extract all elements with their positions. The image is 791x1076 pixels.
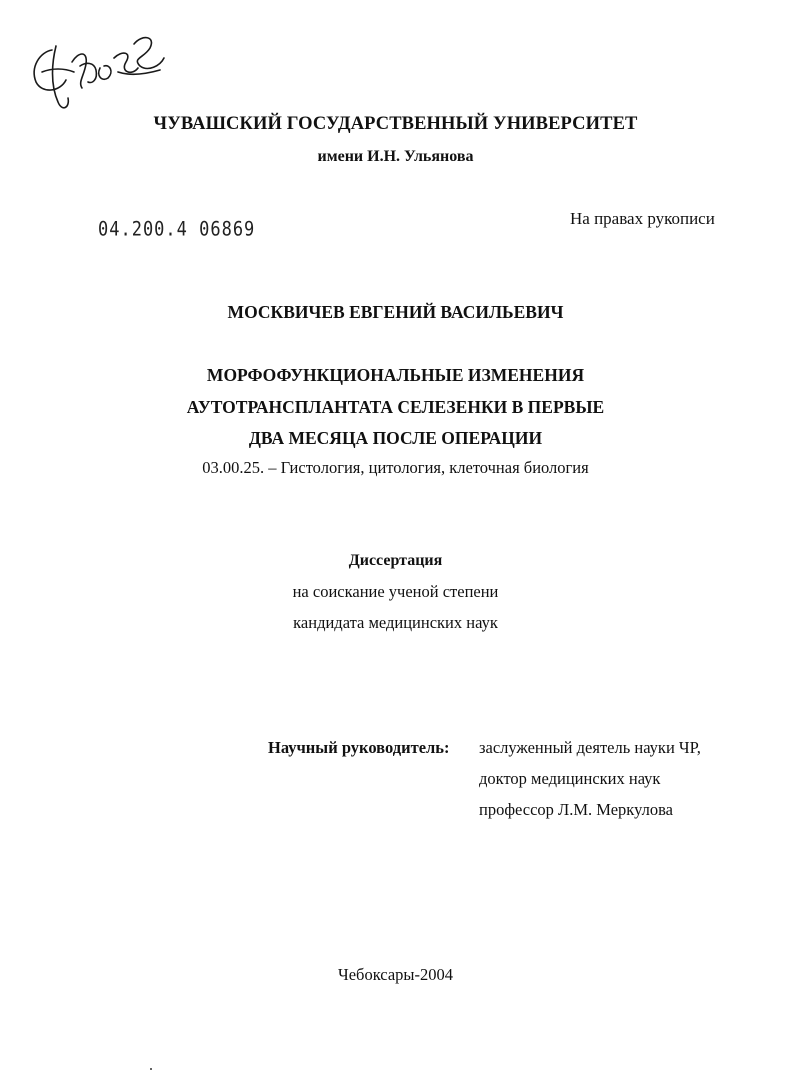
university-name: имени И.Н. Ульянова [317, 148, 474, 165]
supervisor-detail: доктор медицинских наук [479, 769, 661, 788]
supervisor-label: Научный руководитель: [268, 738, 450, 757]
thesis-title-line: ДВА МЕСЯЦА ПОСЛЕ ОПЕРАЦИИ [248, 428, 543, 448]
handwritten-signature-icon [22, 22, 172, 117]
degree-line: кандидата медицинских наук [293, 613, 498, 632]
rights-note: На правах рукописи [570, 209, 715, 228]
author-name: МОСКВИЧЕВ ЕВГЕНИЙ ВАСИЛЬЕВИЧ [227, 302, 564, 322]
thesis-title-line: МОРФОФУНКЦИОНАЛЬНЫЕ ИЗМЕНЕНИЯ [206, 365, 585, 385]
specialty-code: 03.00.25. – Гистология, цитология, клеточная биология [202, 458, 589, 477]
supervisor-detail: профессор Л.М. Меркулова [479, 800, 673, 819]
thesis-title-line: АУТОТРАНСПЛАНТАТА СЕЛЕЗЕНКИ В ПЕРВЫЕ [186, 397, 605, 417]
degree-line: на соискание ученой степени [292, 582, 499, 601]
dissertation-label: Диссертация [348, 552, 443, 569]
document-number-stamp: 04.200.4 06869 [98, 218, 256, 241]
scan-speck [150, 1068, 152, 1070]
city-year: Чебоксары-2004 [338, 965, 453, 984]
university-title: ЧУВАШСКИЙ ГОСУДАРСТВЕННЫЙ УНИВЕРСИТЕТ [153, 114, 638, 134]
supervisor-detail: заслуженный деятель науки ЧР, [479, 738, 701, 757]
